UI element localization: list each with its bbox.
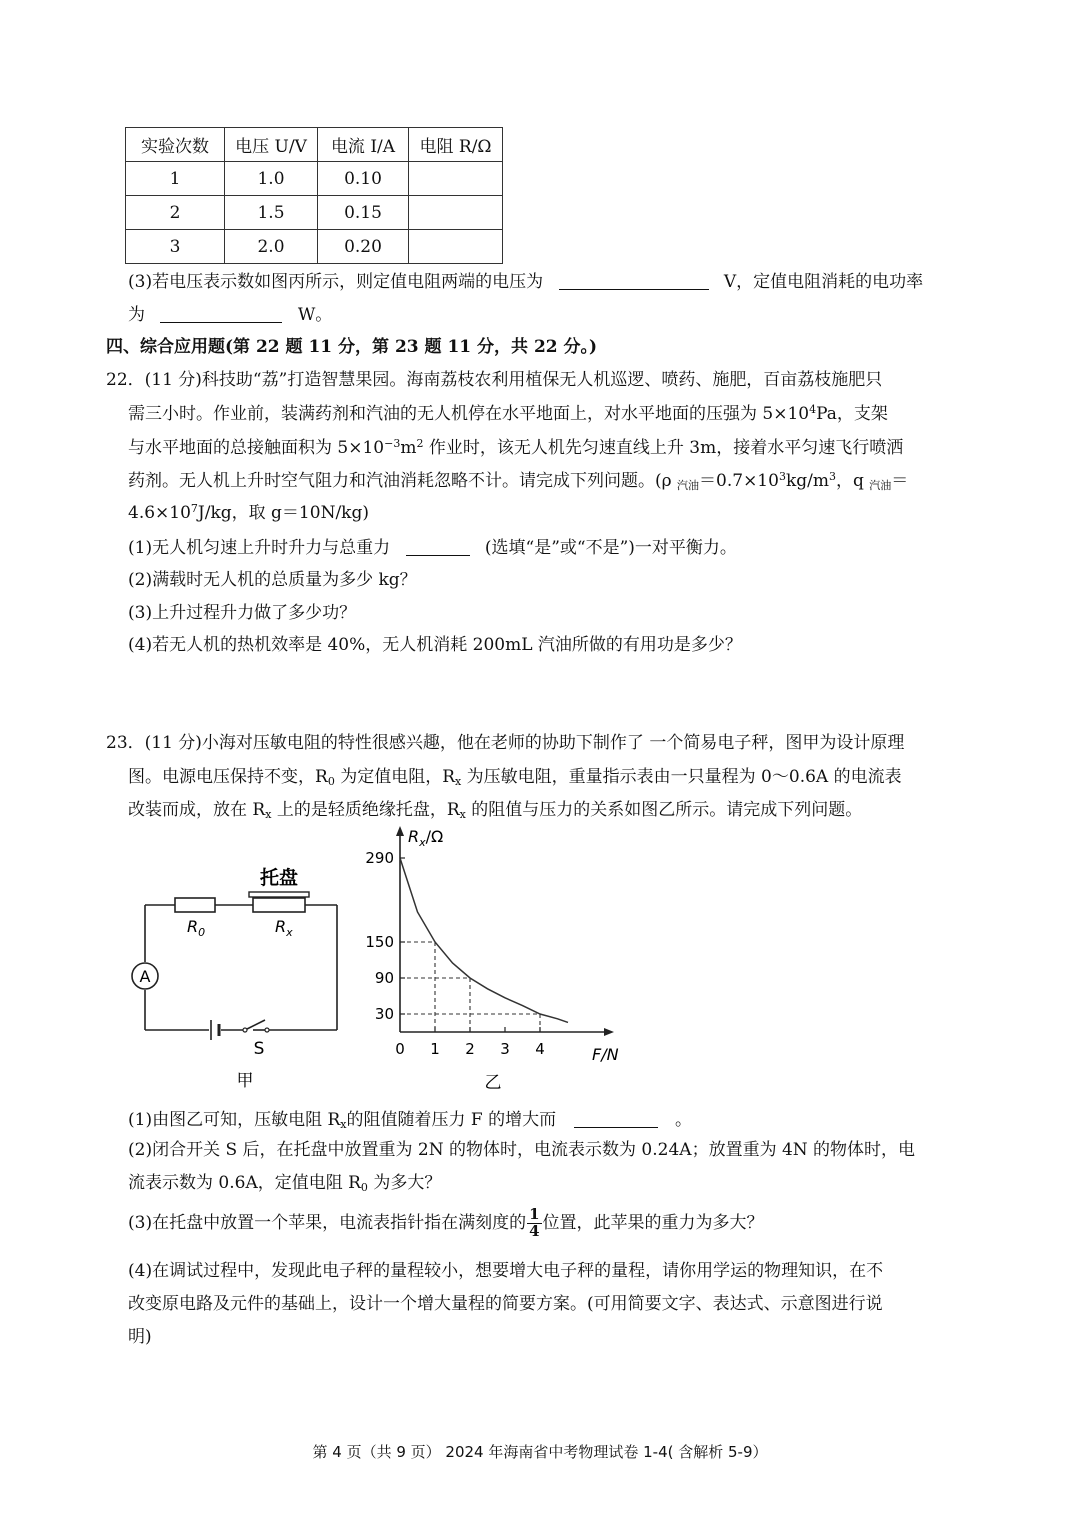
- x-tick-label: 1: [430, 1040, 440, 1058]
- q22-stem-line2: [128, 403, 888, 424]
- table-cell: 2: [126, 196, 225, 230]
- table-header-row: [126, 128, 503, 162]
- fraction-numerator: 1: [529, 1205, 540, 1223]
- q23-part3: [128, 1207, 764, 1240]
- text: (选填“是”或“不是”)一对平衡力。: [484, 538, 737, 558]
- sup: 3: [828, 470, 836, 483]
- q23-part4-line1: (4)在调试过程中，发现此电子秤的量程较小，想要增大电子秤的量程，请你用学运的物理知识，在不: [128, 1261, 884, 1281]
- chart-caption-yi: 乙: [484, 1073, 502, 1093]
- sub: 汽油: [677, 479, 700, 492]
- q23-part2-line1: (2)闭合开关 S 后，在托盘中放置重为 2N 的物体时，电流表示数为 0.24A；放置重为 4N 的物体时，电: [128, 1140, 916, 1160]
- table-header: 电压 U/V: [225, 128, 318, 162]
- text: 的阻值与压力的关系如图乙所示。请完成下列问题。: [465, 800, 863, 820]
- tray-plate: [249, 892, 309, 897]
- text: 图。电源电压保持不变，R: [128, 767, 328, 787]
- q23-stem-line1: 23．(11 分)小海对压敏电阻的特性很感兴趣，他在老师的协助下制作了 一个简易电子秤，图甲为设计原理: [106, 733, 905, 753]
- sub: x: [455, 775, 462, 788]
- text: 与水平地面的总接触面积为 5×10: [128, 438, 385, 458]
- text: ＝: [891, 471, 909, 491]
- table-row: [126, 230, 503, 264]
- q22-stem-line3: [128, 437, 904, 458]
- q22-stem-line1: 22．(11 分)科技助“荔”打造智慧果园。海南荔枝农利用植保无人机巡逻、喷药、施肥，百亩荔枝施肥只: [106, 370, 883, 390]
- text: 位置，此苹果的重力为多大？: [542, 1212, 764, 1233]
- sup: 2: [416, 437, 424, 450]
- section-heading: 四、综合应用题(第 22 题 11 分，第 23 题 11 分，共 22 分。): [106, 337, 598, 357]
- tray-label: 托盘: [259, 867, 299, 889]
- answer-blank[interactable]: [559, 273, 709, 290]
- q21-part3-line2: [128, 306, 332, 324]
- sup: 7: [190, 502, 198, 515]
- table-cell: 1: [126, 162, 225, 196]
- text: J/kg，取 g＝10N/kg): [197, 503, 369, 523]
- y-axis-arrow: [396, 826, 404, 836]
- text: 。: [674, 1110, 692, 1130]
- fraction: [527, 1207, 541, 1240]
- y-tick-label: 150: [365, 933, 394, 951]
- text: 需三小时。作业前，装满药剂和汽油的无人机停在水平地面上，对水平地面的压强为 5×10: [128, 404, 810, 424]
- table-cell: 0.15: [318, 196, 409, 230]
- q22-part2: (2)满载时无人机的总质量为多少 kg？: [128, 570, 417, 590]
- text: 流表示数为 0.6A，定值电阻 R: [128, 1173, 361, 1193]
- text: ，q: [835, 471, 870, 491]
- series-line: [400, 858, 568, 1022]
- text: kg/m: [785, 471, 829, 491]
- table-cell: [409, 230, 503, 264]
- text: 4.6×10: [128, 503, 191, 523]
- x-tick-label: 2: [465, 1040, 475, 1058]
- table-cell: 1.0: [225, 162, 318, 196]
- x-axis-arrow: [604, 1028, 614, 1036]
- experiment-table: [125, 127, 503, 264]
- q22-part4: (4)若无人机的热机效率是 40%，无人机消耗 200mL 汽油所做的有用功是多少？: [128, 635, 742, 655]
- q21-part3-line1: [128, 273, 923, 291]
- x-axis-label: F/N: [592, 1045, 619, 1064]
- q23-part4-line3: 明): [128, 1327, 152, 1347]
- page-footer: 第 4 页（共 9 页） 2024 年海南省中考物理试卷 1-4( 含解析 5-9）: [312, 1443, 768, 1461]
- fraction-denominator: 4: [529, 1221, 540, 1240]
- resistor-r0: [175, 898, 215, 912]
- text: (1)由图乙可知，压敏电阻 R: [128, 1110, 341, 1130]
- r0-label: $R_0$: [187, 917, 206, 939]
- text: (3)在托盘中放置一个苹果，电流表指针指在满刻度的: [128, 1212, 527, 1233]
- x-tick-label: 4: [535, 1040, 545, 1058]
- table-cell: 0.20: [318, 230, 409, 264]
- sup: −3: [384, 437, 401, 450]
- table-row: [126, 162, 503, 196]
- x-tick-label: 3: [500, 1040, 510, 1058]
- table-cell: 0.10: [318, 162, 409, 196]
- resistor-rx: [253, 898, 305, 912]
- text: Pa，支架: [816, 404, 888, 424]
- text: m: [400, 438, 417, 458]
- q21-p3-text: 为: [128, 305, 145, 325]
- table-cell: 1.5: [225, 196, 318, 230]
- text: ＝0.7×10: [699, 471, 779, 491]
- text: 为定值电阻，R: [334, 767, 456, 787]
- table-header: 电阻 R/Ω: [409, 128, 503, 162]
- q23-stem-line2: [128, 769, 902, 786]
- text: 为压敏电阻，重量指示表由一只量程为 0～0.6A 的电流表: [461, 767, 902, 787]
- sub: 汽油: [869, 479, 892, 492]
- sub: x: [459, 808, 466, 821]
- y-tick-label: 30: [374, 1005, 394, 1023]
- y-tick-label: 90: [374, 969, 394, 987]
- q21-p3-text: W。: [297, 305, 333, 325]
- text: 为多大？: [367, 1173, 442, 1193]
- table-header: 电流 I/A: [318, 128, 409, 162]
- q22-part3: (3)上升过程升力做了多少功？: [128, 603, 357, 623]
- q21-p3-text: V，定值电阻消耗的电功率: [723, 272, 924, 292]
- text: (1)无人机匀速上升时升力与总重力: [128, 538, 391, 558]
- text: 药剂。无人机上升时空气阻力和汽油消耗忽略不计。请完成下列问题。(ρ: [128, 471, 678, 491]
- q23-part4-line2: 改变原电路及元件的基础上，设计一个增大量程的简要方案。(可用简要文字、表达式、示意图进行说: [128, 1294, 883, 1314]
- text: 作业时，该无人机先匀速直线上升 3m，接着水平匀速飞行喷洒: [423, 438, 904, 458]
- y-tick-label: 290: [365, 849, 394, 867]
- x-tick-label: 0: [395, 1040, 405, 1058]
- table-cell: [409, 162, 503, 196]
- table-cell: 2.0: [225, 230, 318, 264]
- y-axis-label: $R_x/\Omega$: [408, 827, 444, 849]
- q22-part1: [128, 539, 737, 557]
- q21-p3-text: (3)若电压表示数如图丙所示，则定值电阻两端的电压为: [128, 272, 544, 292]
- table-row: [126, 196, 503, 230]
- q23-part1: [128, 1111, 692, 1129]
- q23-stem-line3: [128, 802, 862, 819]
- text: 改装而成，放在 R: [128, 800, 266, 820]
- rx-force-chart: [360, 820, 650, 1095]
- diagram-caption-jia: 甲: [236, 1071, 254, 1090]
- q23-part2-line2: [128, 1175, 441, 1192]
- ammeter-label: A: [139, 967, 151, 986]
- sup: 3: [778, 470, 786, 483]
- table-cell: 3: [126, 230, 225, 264]
- q22-stem-line5: [128, 502, 369, 523]
- switch-label: S: [253, 1039, 265, 1059]
- table-header: 实验次数: [126, 128, 225, 162]
- sub: x: [265, 808, 272, 821]
- sub: 0: [327, 775, 335, 788]
- circuit-diagram: [125, 860, 355, 1090]
- answer-blank[interactable]: [406, 539, 470, 556]
- sub: 0: [360, 1181, 368, 1194]
- rx-label: $R_x$: [275, 917, 293, 939]
- sub: x: [340, 1118, 347, 1131]
- answer-blank[interactable]: [574, 1111, 658, 1128]
- text: 的阻值随着压力 F 的增大而: [346, 1110, 557, 1130]
- table-cell: [409, 196, 503, 230]
- sup: 4: [809, 403, 817, 416]
- answer-blank[interactable]: [160, 306, 282, 323]
- q22-stem-line4: [128, 470, 909, 492]
- text: 上的是轻质绝缘托盘，R: [271, 800, 460, 820]
